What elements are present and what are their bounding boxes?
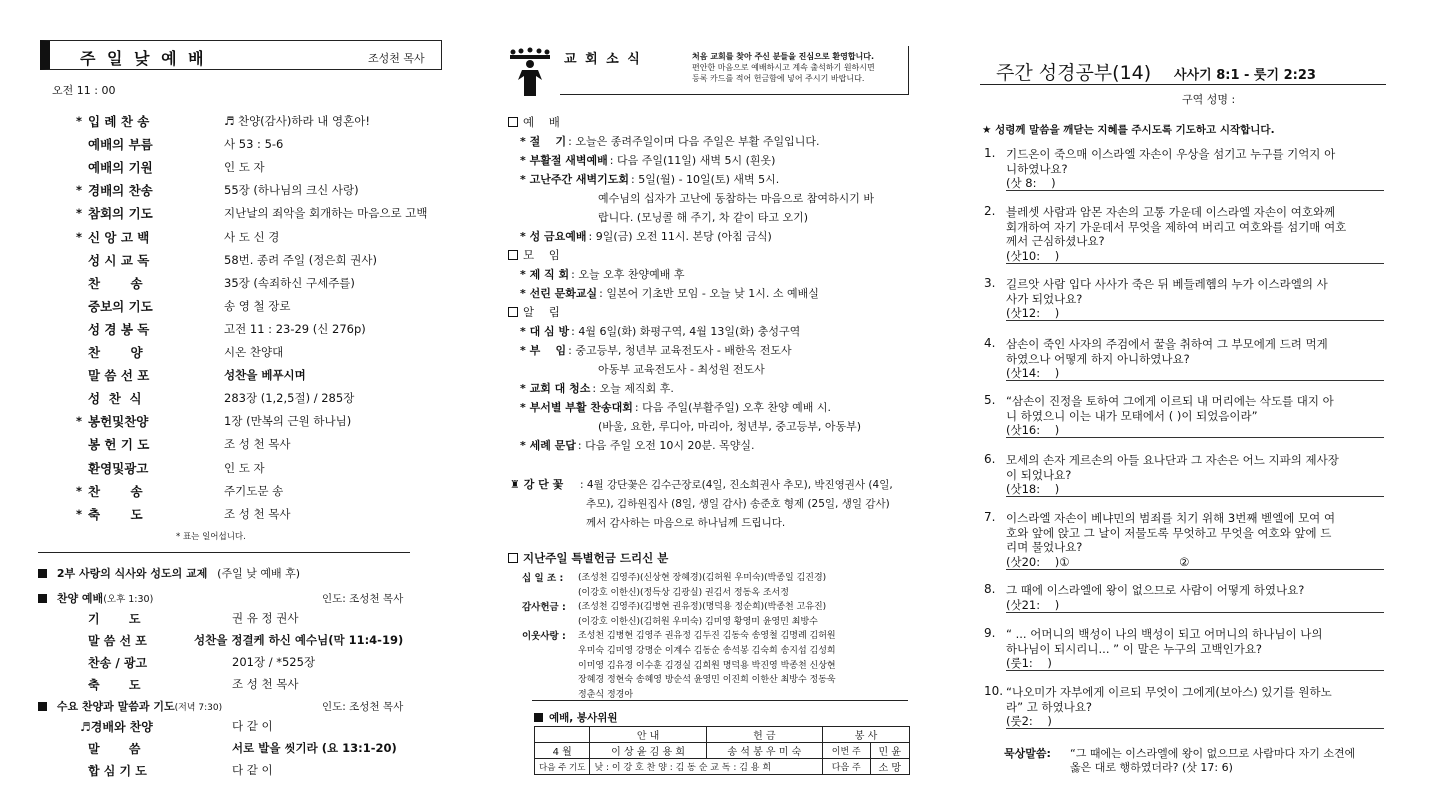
worship-mark: * [76,206,83,221]
offering-names: (이강호 이한신)(정득상 김광실) 권김서 정동옥 조서정 [578,587,789,598]
worship-item-value: 35장 (속죄하신 구세주를) [224,275,355,290]
worship-item-label: 성 시 교 독 [88,252,150,268]
news-item-key: * 교회 대 청소 [520,382,591,395]
question-text: 리며 물었나요? [1006,540,1083,554]
worship-item-label: 봉헌및찬양 [88,414,149,430]
welcome-line: 등록 카드를 적어 헌금함에 넣어 주시기 바랍니다. [692,74,865,83]
worship-item-value: 58번. 종려 주일 (정은희 권사) [224,252,377,267]
question-text: 기드온이 죽으매 이스라엘 자손이 우상을 섬기고 누구를 기억지 아 [1006,147,1336,161]
offering-names: 장혜경 정현숙 송혜영 방순석 윤영민 이진희 이한산 최방수 정동욱 [578,675,836,686]
standing-note: * 표는 일어섭니다. [176,532,246,542]
service-table-cell: 낮 : 이 강 호 찬 양 : 김 동 순 교 독 : 김 용 희 [590,759,823,775]
wednesday-item-value: 다 같 이 [232,719,273,733]
news-item-text: : 다음 주일(11일) 새벽 5시 (흰옷) [609,154,776,167]
worship-item-value: 조 성 천 목사 [224,437,291,452]
worship-mark: * [76,414,83,429]
title-underline [980,84,1386,85]
worship-mark: * [76,183,83,198]
news-item [520,152,775,168]
worship-item-label: 찬 양 [88,345,143,360]
divider [532,700,908,701]
worship-item-value: 인 도 자 [224,160,265,175]
worship-mark: * [76,506,83,521]
answer-line [1006,437,1384,438]
news-item-text: : 오늘은 종려주일이며 다음 주일은 부활 주일입니다. [568,135,820,148]
question-text: 께서 근심하셨나요? [1006,234,1105,248]
news-item [520,171,779,187]
news-item [520,437,754,453]
study-range: 사사기 8:1 - 룻기 2:23 [1174,68,1316,83]
worship-title: 주 일 낮 예 배 [80,49,207,68]
offering-group-label: 이웃사랑 : [522,631,566,643]
news-item-key: * 고난주간 새벽기도회 [520,173,630,186]
worship-item-value: 조 성 천 목사 [224,506,291,521]
news-item-key: * 절 기 [520,135,567,148]
answer-line [1006,496,1384,497]
service-table-cell: 송 석 봉 우 미 숙 [706,743,822,759]
question-text: “삼손이 진정을 토하여 그에게 이르되 내 머리에는 삭도를 대지 아 [1006,394,1334,408]
wednesday-item-label: 말 씀 [88,742,141,756]
worship-item-value: 사 도 신 경 [224,229,280,244]
praise-service-leader: 인도: 조성천 목사 [322,593,404,605]
praise-item-value: 권 유 정 권사 [232,611,299,625]
service-table-blank [535,727,590,743]
worship-item-value: 인 도 자 [224,460,265,475]
worship-item-value: 시온 찬양대 [224,345,284,359]
offering-names: 이미영 김유경 이수훈 김경실 김희원 명덕용 박진영 박종천 신상현 [578,660,836,671]
news-item-text: : 4월 6일(화) 화평구역, 4월 13일(화) 충성구역 [571,325,801,338]
praise-service-title [38,590,153,606]
worship-column [0,0,470,804]
answer-reference: (삿14: ) [1006,366,1060,380]
worship-item-label: 신 앙 고 백 [88,229,150,245]
news-item-key: * 선린 문화교실 [520,287,598,300]
question-text: 모세의 손자 게르손의 아들 요나단과 그 자손은 어느 지파의 제사장 [1006,453,1339,467]
service-table-cell: 이 상 윤 김 용 희 [590,743,706,759]
question-number: 1. [984,146,996,160]
answer-line [1006,569,1384,570]
worship-item-value: 사 53 : 5-6 [224,137,284,152]
wednesday-item-label: ♬경배와 찬양 [80,720,153,734]
news-title: 교 회 소 식 [564,52,642,67]
answer-line [1006,263,1384,264]
question-number: 10. [984,684,1004,698]
question-text: 회개하여 자기 가운데서 무엇을 제하여 버리고 여호와를 섬기매 여호 [1006,219,1347,234]
worship-mark: * [76,229,83,244]
offering-names: (조성천 김영주)(김병현 권유정)(명덕용 정순희)(박종천 고유진) [578,602,827,613]
wednesday-item-label: 합 심 기 도 [88,764,147,778]
news-item-key: * 대 심 방 [520,325,570,338]
service-table-title: 예배, 봉사위원 [534,710,618,725]
worship-item-value: 1장 (만복의 근원 하나님) [224,414,352,429]
worship-mark: * [76,114,83,128]
offering-group-label: 십 일 조 : [522,573,564,584]
news-item [520,323,800,339]
flowers-line: : 4월 강단꽃은 김수근장로(4일, 진소희권사 추모), 박진영권사 (4일, [580,479,893,491]
answer-line [1006,190,1384,191]
question-text: 호와 앞에 앉고 그 날이 저물도록 무엇하고 무엇을 여호와 앞에 드 [1006,525,1332,540]
news-item [520,342,792,358]
answer-line [1006,670,1384,671]
wednesday-service-label: 수요 찬양과 말씀과 기도 [56,700,175,713]
worship-item-value: 고전 11 : 23-29 (신 276p) [224,321,366,336]
worship-item-value: 지난날의 죄악을 회개하는 마음으로 고백 [224,206,428,221]
worship-item-label: 경배의 찬송 [88,183,153,199]
study-column [950,0,1436,804]
wednesday-service-time: (저녁 7:30) [174,703,223,713]
news-item-text: : 중고등부, 청년부 교육전도사 - 배한옥 전도사 [568,344,792,357]
question-number: 5. [984,393,996,407]
flowers-line: 추모), 김하원집사 (8일, 생일 감사) 송준호 형제 (25일, 생일 감사) [586,498,890,510]
meditation-line: “그 때에는 이스라엘에 왕이 없으므로 사람마다 자기 소견에 [1070,747,1356,760]
second-part-sub: (주일 낮 예배 후) [217,567,301,580]
service-table-header: 안 내 [590,727,706,743]
question-text: 라” 고 하였나요? [1006,699,1093,714]
news-item-continued: 랍니다. (모닝콜 해 주기, 차 같이 타고 오기) [598,211,809,224]
news-item [520,266,684,282]
news-item [520,399,831,415]
offering-names: 조성천 김병현 김영주 권유정 김두진 김동숙 송영철 김명례 김허원 [578,631,836,642]
news-section-head: 모 임 [508,247,560,263]
praise-item-label: 축 도 [88,678,141,692]
news-item-text: : 오늘 제직회 후. [592,382,674,395]
news-item-key: * 부활절 새벽예배 [520,154,608,167]
answer-line [1006,728,1384,729]
news-item-text: : 일본어 기초반 모임 - 오늘 낮 1시. 소 예배실 [599,287,819,300]
answer-reference: (삿16: ) [1006,423,1060,437]
news-item-continued: 예수님의 십자가 고난에 동참하는 마음으로 참여하시기 바 [598,192,875,205]
flowers-key: ♜ 강 단 꽃 [510,478,564,491]
news-item-text: : 5일(월) - 10일(토) 새벽 5시. [631,173,780,186]
worship-item-label: 찬 송 [88,483,143,499]
offering-names: (조성천 김영주)(신상현 장혜경)(김허원 우미숙)(박종일 김진경) [578,573,827,583]
question-text: 블레셋 사람과 암몬 자손의 고통 가운데 이스라엘 자손이 여호와께 [1006,205,1336,219]
worship-item-label: 성 찬 식 [88,391,142,407]
question-number: 9. [984,626,996,640]
question-text: 그 때에 이스라엘에 왕이 없으므로 사람이 어떻게 하였나요? [1006,583,1305,597]
worship-item-label: 축 도 [88,506,143,522]
question-number: 4. [984,336,996,350]
service-table-cell: 4 월 [535,743,590,759]
worship-time: 오전 11 : 00 [52,84,116,97]
praise-item-label: 말 씀 선 포 [88,634,147,648]
news-item-continued: (바울, 요한, 루디아, 마리아, 청년부, 중고등부, 아동부) [598,420,862,433]
service-table-cell: 이번 주 [822,743,870,759]
answer-reference: (삿10: ) [1006,248,1060,263]
service-table [534,726,910,775]
meditation-label: 묵상말씀: [1004,747,1051,760]
offering-title: 지난주일 특별헌금 드리신 분 [508,550,668,566]
offering-names: 정춘식 정경아 [578,689,634,700]
wednesday-service-leader: 인도: 조성천 목사 [322,701,404,713]
question-text: 하나님이 되시리니... ” 이 말은 누구의 고백인가요? [1006,641,1263,656]
study-title: 주간 성경공부(14) [996,62,1152,84]
service-table-header: 헌 금 [706,727,822,743]
offering-group-label: 감사헌금 : [522,602,566,614]
worship-item-value: 283장 (1,2,5절) / 285장 [224,391,355,406]
news-item-text: : 다음 주일 오전 10시 20분. 목양실. [577,439,755,452]
wednesday-item-value: 서로 발을 씻기라 (요 13:1-20) [232,741,397,755]
question-number: 8. [984,582,996,596]
answer-reference: (삿21: ) [1006,597,1060,612]
news-item-key: * 제 직 회 [520,268,570,281]
offering-names: (이강호 이한신)(김허원 우미숙) 김미영 황영미 윤영민 최방수 [578,616,818,627]
news-item-key: * 세례 문답 [520,439,576,452]
worship-item-value: 주기도문 송 [224,483,284,498]
worship-item-label: 참회의 기도 [88,206,153,222]
question-text: 니 하였으니 이는 내가 모태에서 ( )이 되었음이라” [1006,408,1258,423]
praise-item-label: 찬송 / 광고 [88,656,148,670]
worship-item-label: 봉 헌 기 도 [88,437,150,453]
news-item-continued: 아동부 교육전도사 - 최성원 전도사 [598,363,765,376]
service-table-header: 봉 사 [822,727,909,743]
opening-prayer: ★ 성령께 말씀을 깨닫는 지혜를 주시도록 기도하고 시작합니다. [982,124,1275,136]
answer-line [1006,320,1384,321]
news-section-head: 예 배 [508,114,560,130]
answer-reference: (삿12: ) [1006,306,1060,320]
worship-item-value: 송 영 철 장로 [224,298,291,313]
second-part-label: 2부 사랑의 식사와 성도의 교제 [56,567,208,580]
answer-reference: (삿 8: ) [1006,176,1056,190]
service-table-cell: 민 윤 [870,743,909,759]
worship-item-label: 중보의 기도 [88,298,153,314]
worship-pastor: 조성천 목사 [368,52,425,65]
news-item-key: * 부 임 [520,344,567,357]
answer-reference: (룻2: ) [1006,714,1052,728]
news-item [520,380,674,396]
meditation-line: 옳은 대로 행하였더라? (삿 17: 6) [1070,761,1233,774]
offering-names: 우미숙 김미영 강명순 이계수 김동순 송석봉 김숙희 송지섭 김성희 [578,646,836,656]
answer-line [1006,380,1384,381]
wednesday-item-value: 다 같 이 [232,763,273,777]
answer-reference: (삿20: )① ② [1006,554,1190,569]
worship-item-label: 말 씀 선 포 [88,368,150,384]
news-section-head: 알 림 [508,304,560,320]
news-item [520,228,772,244]
worship-item-label: 성 경 봉 독 [88,321,150,337]
question-text: 사가 되었나요? [1006,291,1083,306]
question-number: 6. [984,452,996,466]
news-item-key: * 성 금요예배 [520,230,587,243]
answer-reference: (삿18: ) [1006,482,1060,496]
service-table-cell: 다음 주 [822,759,870,775]
question-text: 하였으나 어떻게 하지 아니하였나요? [1006,351,1190,366]
praise-item-value: 201장 / *525장 [232,655,316,669]
second-part-title [38,565,300,581]
news-item-text: : 오늘 오후 찬양예배 후 [571,268,685,281]
worship-item-value: ♬ 찬양(감사)하라 내 영혼아! [224,114,370,128]
news-item-text: : 다음 주일(부활주일) 오후 찬양 예배 시. [634,401,832,414]
flowers-line: 께서 감사하는 마음으로 하나님께 드립니다. [586,517,786,529]
praise-item-value: 성찬을 정결케 하신 예수님(막 11:4-19) [194,633,404,647]
worship-item-value: 55장 (하나님의 크신 사랑) [224,183,359,198]
praise-service-time: (오후 1:30) [103,594,154,605]
question-text: 길르앗 사람 입다 사사가 죽은 뒤 베들레헴의 누가 이스라엘의 사 [1006,277,1328,291]
news-column [470,0,950,804]
answer-line [1006,612,1384,613]
choir-icon [508,46,552,98]
area-name-label: 구역 성명 : [1182,93,1236,106]
news-item-text: : 9일(금) 오전 11시. 본당 (아침 금식) [588,230,772,243]
praise-service-label: 찬양 예배 [56,592,104,605]
question-text: “나오미가 자부에게 이르되 무엇이 그에게(보아스) 있기를 원하노 [1006,685,1332,699]
question-number: 2. [984,204,996,218]
worship-item-label: 예배의 기원 [88,160,153,176]
praise-item-label: 기 도 [88,612,141,626]
praise-item-value: 조 성 천 목사 [232,677,299,691]
question-text: 이 되었나요? [1006,467,1072,482]
service-table-cell: 다음 주 기도 [535,759,590,775]
question-number: 3. [984,276,996,290]
divider [38,552,410,553]
question-text: 니하였나요? [1006,161,1068,176]
wednesday-service-title [38,698,222,714]
worship-mark: * [76,483,83,498]
answer-reference: (룻1: ) [1006,656,1052,670]
question-number: 7. [984,510,996,524]
welcome-line: 처음 교회를 찾아 주신 분들을 진심으로 환영합니다. [692,52,875,61]
question-text: “ ... 어머니의 백성이 나의 백성이 되고 어머니의 하나님이 나의 [1006,627,1323,641]
worship-item-label: 환영및광고 [88,460,149,476]
news-item [520,285,819,301]
worship-item-label: 입 례 찬 송 [88,114,150,129]
question-text: 삼손이 죽인 사자의 주검에서 꿀을 취하여 그 부모에게 드려 먹게 [1006,337,1328,351]
worship-item-label: 찬 송 [88,275,143,291]
news-item [520,133,819,149]
welcome-line: 편안한 마음으로 예배하시고 계속 출석하기 원하시면 [692,63,875,72]
news-item-key: * 부서별 부활 찬송대회 [520,401,633,414]
worship-item-label: 예배의 부름 [88,137,153,153]
service-table-cell: 소 망 [870,759,909,775]
question-text: 이스라엘 자손이 베냐민의 범죄를 치기 위해 3번째 벧엘에 모여 여 [1006,511,1336,525]
worship-item-value: 성찬을 베푸시며 [224,368,306,383]
